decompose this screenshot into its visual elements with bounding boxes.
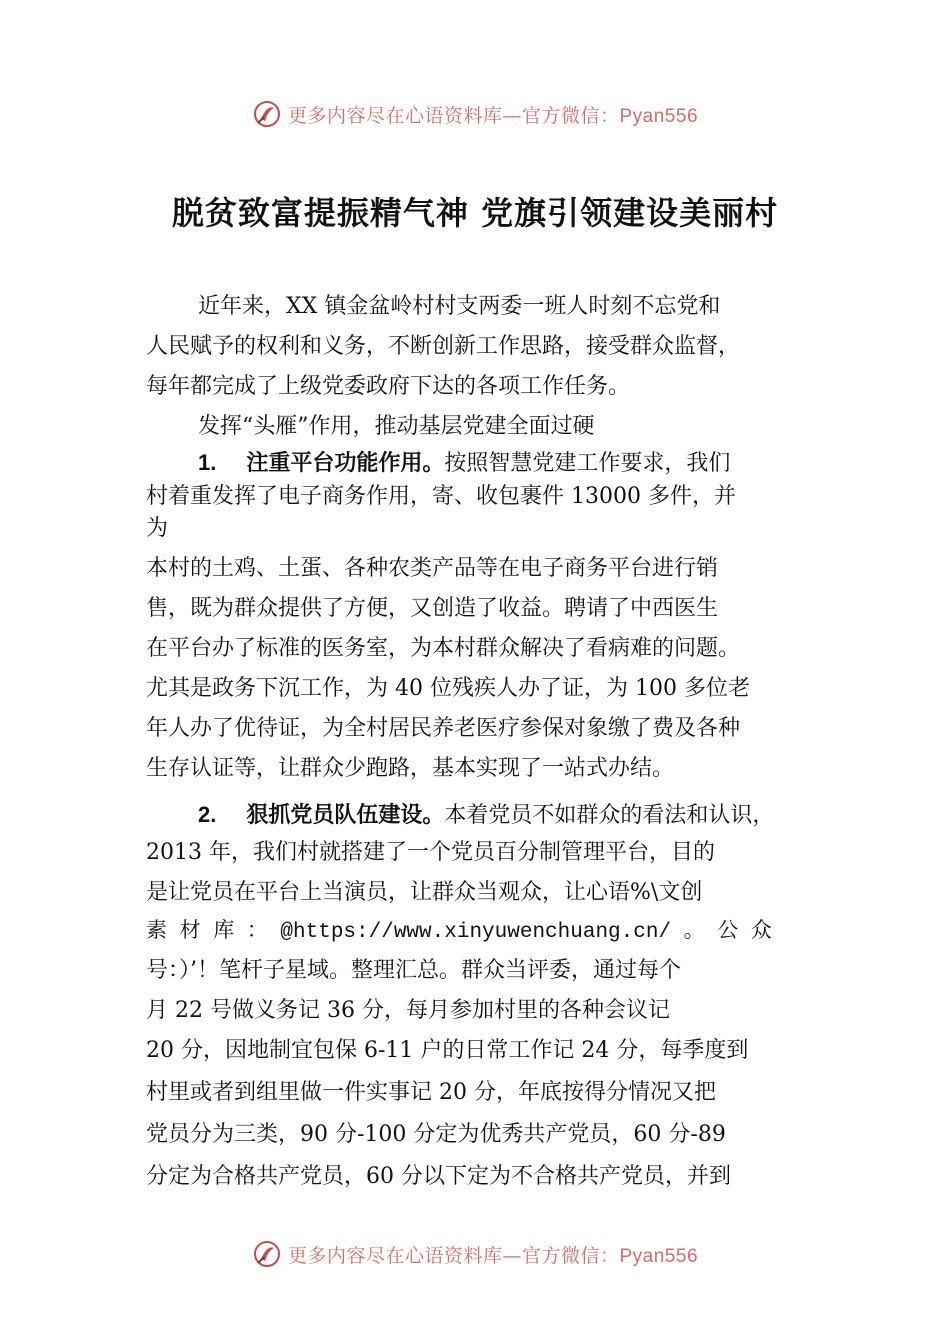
section-heading: 发挥“头雁”作用，推动基层党建全面过硬: [198, 414, 595, 439]
item2-first-line: [198, 800, 774, 831]
item2-number: 2.: [198, 802, 217, 827]
paragraph-line: 本村的土鸡、土蛋、各种农类产品等在电子商务平台进行销: [146, 556, 719, 581]
item2-heading: 狠抓党员队伍建设。: [246, 802, 445, 827]
paragraph-line: 生存认证等，让群众少跑路，基本实现了一站式办结。: [146, 756, 675, 781]
brand-logo-icon: [252, 99, 282, 129]
watermark-footer: [0, 1236, 950, 1272]
paragraph-line: 月 22 号做义务记 36 分，每月参加村里的各种会议记: [146, 998, 670, 1023]
paragraph-line: 人民赋予的权利和义务，不断创新工作思路，接受群众监督，: [146, 334, 741, 359]
item1-first-line-rest: 按照智慧党建工作要求，我们: [444, 451, 731, 476]
paragraph-line: 年人办了优待证，为全村居民养老医疗参保对象缴了费及各种: [146, 716, 741, 741]
paragraph-line-url: 素 材 库 ： @https://www.xinyuwenchuang.cn/ 。 公 众: [146, 921, 772, 944]
paragraph-line: 村着重发挥了电子商务作用，寄、收包裹件 13000 多件，并: [146, 484, 736, 509]
item1-number: 1.: [198, 450, 217, 475]
paragraph-line: 是让党员在平台上当演员，让群众当观众，让心语%\文创: [146, 880, 703, 905]
paragraph-line: 售，既为群众提供了方便，又创造了收益。聘请了中西医生: [146, 596, 719, 621]
paragraph-line: 分定为合格共产党员，60 分以下定为不合格共产党员，并到: [146, 1164, 731, 1189]
paragraph-line: 党员分为三类，90 分-100 分定为优秀共产党员，60 分-89: [146, 1122, 726, 1147]
document-title: 脱贫致富提振精气神 党旗引领建设美丽村: [171, 194, 779, 232]
brand-logo-icon: [252, 1239, 282, 1269]
item2-first-line-rest: 本着党员不如群众的看法和认识，: [444, 803, 775, 828]
watermark-text: 更多内容尽在心语资料库—官方微信：Pyan556: [287, 1244, 699, 1267]
paragraph-line: 村里或者到组里做一件实事记 20 分，年底按得分情况又把: [146, 1080, 716, 1105]
item1-heading: 注重平台功能作用。: [246, 450, 445, 475]
paragraph-line: 在平台办了标准的医务室，为本村群众解决了看病难的问题。: [146, 636, 741, 661]
item1-first-line: [198, 448, 730, 479]
paragraph-line: 每年都完成了上级党委政府下达的各项工作任务。: [146, 374, 631, 399]
paragraph-line: 号：）’！笔杆子星域。整理汇总。群众当评委，通过每个: [146, 958, 681, 983]
watermark-header: [0, 96, 950, 132]
paragraph-line: 20 分，因地制宜包保 6-11 户的日常工作记 24 分，每季度到: [146, 1038, 749, 1063]
watermark-text: 更多内容尽在心语资料库—官方微信：Pyan556: [287, 104, 699, 127]
paragraph-line: 为: [146, 516, 169, 541]
paragraph-line: 2013 年，我们村就搭建了一个党员百分制管理平台，目的: [146, 840, 715, 865]
paragraph-line: 近年来，XX 镇金盆岭村村支两委一班人时刻不忘党和: [198, 294, 721, 319]
paragraph-line: 尤其是政务下沉工作，为 40 位残疾人办了证，为 100 多位老: [146, 676, 750, 701]
